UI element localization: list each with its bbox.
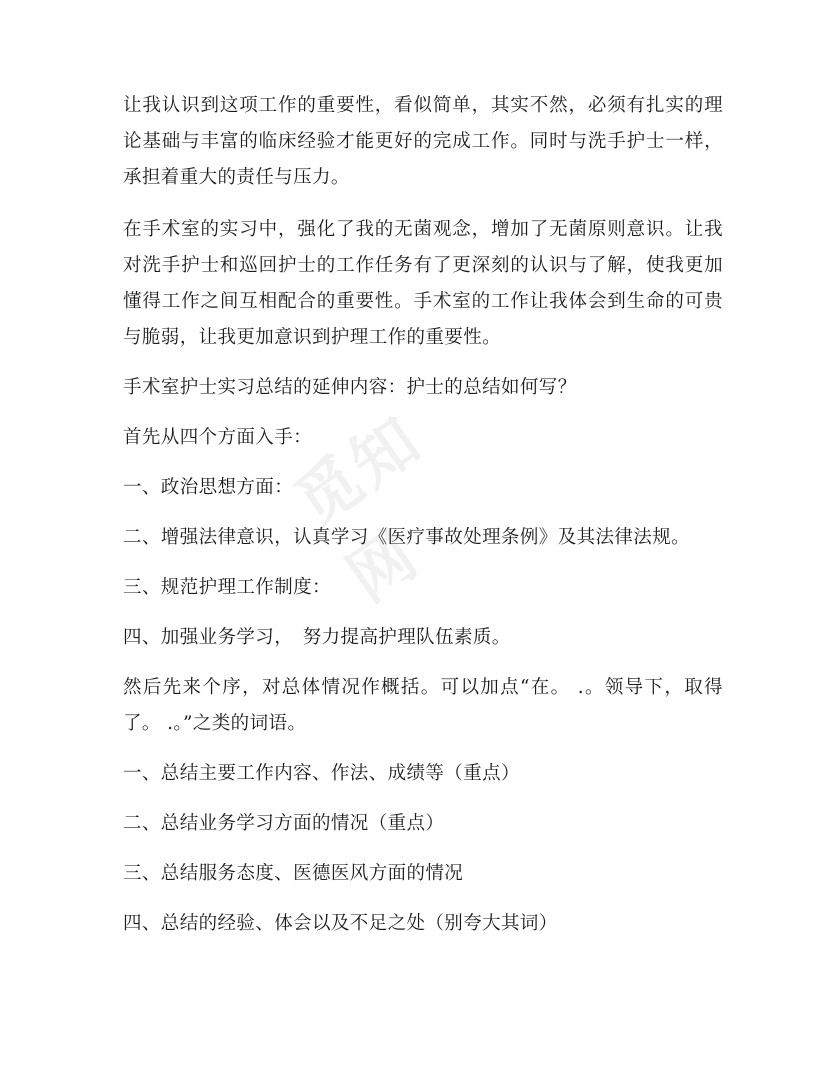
- watermark-logo: 觅知网: [282, 402, 437, 617]
- list-item-summary-experience: 四、总结的经验、体会以及不足之处（别夸大其词）: [123, 913, 558, 934]
- list-item-summary-work: 一、总结主要工作内容、作法、成绩等（重点）: [123, 763, 520, 784]
- paragraph-importance: 让我认识到这项工作的重要性，看似简单，其实不然，必须有扎实的理论基础与丰富的临床经验才能更好的完成工作。同时与洗手护士一样，承担着重大的责任与压力。: [123, 95, 723, 188]
- paragraph-preface: 然后先来个序，对总体情况作概括。可以加点“在。 .。领导下，取得了。 .。”之类的词语。: [123, 677, 723, 734]
- list-item-summary-study: 二、总结业务学习方面的情况（重点）: [123, 813, 445, 834]
- list-item-political: 一、政治思想方面：: [123, 477, 294, 498]
- list-item-business-study: 四、加强业务学习， 努力提高护理队伍素质。: [123, 627, 511, 648]
- paragraph-internship-reflection: 在手术室的实习中，强化了我的无菌观念，增加了无菌原则意识。让我对洗手护士和巡回护士的工作任务有了更深刻的认识与了解，使我更加懂得工作之间互相配合的重要性。手术室的工作让我体会到生命的可贵与脆弱，让我更加意识到护理工作的重要性。: [123, 219, 723, 348]
- list-item-summary-service: 三、总结服务态度、医德医风方面的情况: [123, 863, 464, 884]
- document-body: [123, 88, 723, 956]
- paragraph-four-aspects: 首先从四个方面入手：: [123, 427, 313, 448]
- paragraph-extension-heading: 手术室护士实习总结的延伸内容：护士的总结如何写？: [123, 377, 577, 398]
- list-item-legal-awareness: 二、增强法律意识，认真学习《医疗事故处理条例》及其法律法规。: [123, 527, 691, 548]
- list-item-nursing-rules: 三、规范护理工作制度：: [123, 577, 331, 598]
